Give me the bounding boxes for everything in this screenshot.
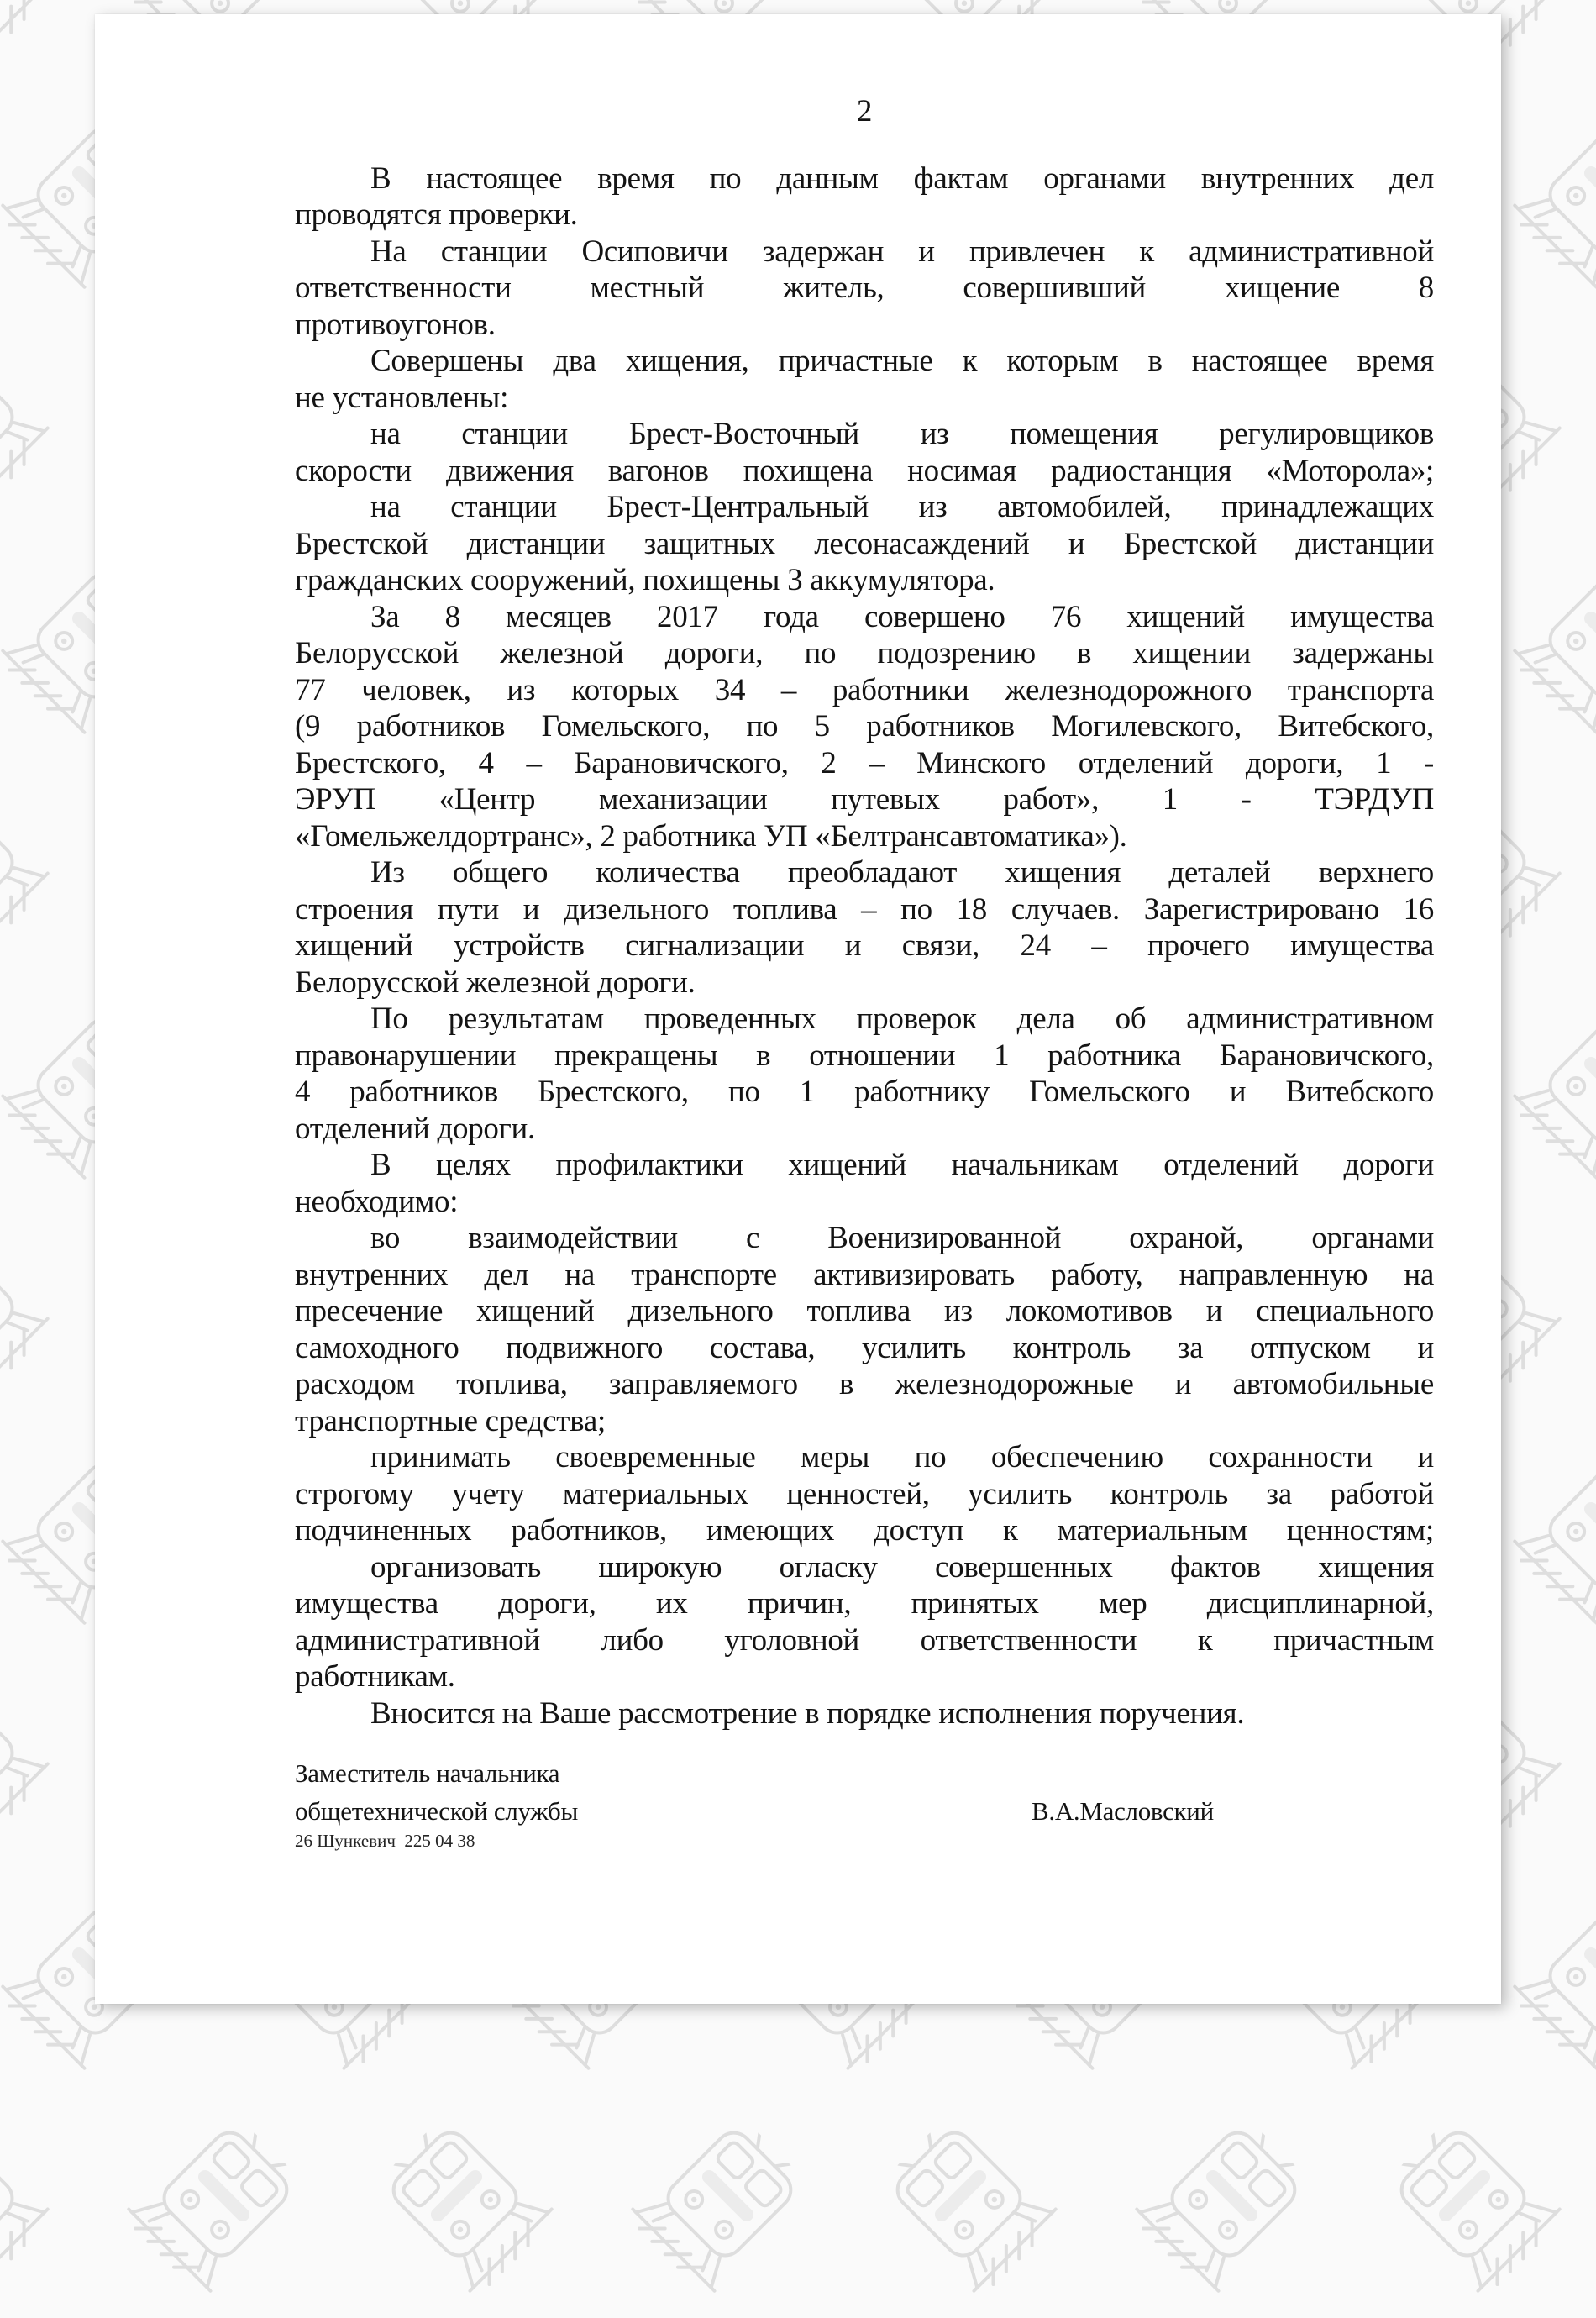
signature-block (295, 1754, 1434, 1852)
signer-name: В.А.Масловский (1032, 1796, 1214, 1826)
text-line: противоугонов. (295, 307, 496, 342)
paragraph (295, 854, 1434, 1001)
text-line: строения пути и дизельного топлива – по 18 случаев. Зарегистрировано 16 (295, 891, 1434, 927)
train-outline-icon (0, 0, 75, 92)
train-outline-icon (1488, 1425, 1596, 1651)
text-line: имущества дороги, их причин, принятых мер дисциплинарной, (295, 1586, 1434, 1621)
text-line: Белорусской железной дороги. (295, 965, 696, 1000)
paragraph (295, 416, 1434, 489)
page-number: 2 (856, 94, 873, 129)
train-outline-icon (0, 2093, 75, 2318)
executor-contact: 26 Шункевич 225 04 38 (295, 1831, 475, 1851)
text-line: принимать своевременные меры по обеспечению сохранности и (370, 1440, 1434, 1474)
paragraph (295, 234, 1434, 344)
text-line: «Гомельжелдортранс», 2 работника УП «Белтрансавтоматика»). (295, 818, 1127, 854)
text-line: гражданских сооружений, похищены 3 аккумулятора. (295, 563, 995, 597)
paragraph (295, 343, 1434, 416)
text-line: подчиненных работников, имеющих доступ к материальным ценностям; (295, 1513, 1434, 1548)
text-line: За 8 месяцев 2017 года совершено 76 хищений имущества (370, 599, 1434, 634)
train-outline-icon (1488, 534, 1596, 760)
text-line: скорости движения вагонов похищена носимая радиостанция «Моторола»; (295, 453, 1434, 488)
text-line: строгому учету материальных ценностей, усилить контроль за работой (295, 1476, 1434, 1511)
train-outline-icon (0, 757, 75, 983)
text-line: 4 работников Брестского, по 1 работнику Гомельского и Витебского (295, 1075, 1434, 1109)
train-outline-icon (1362, 2093, 1588, 2318)
document-page (95, 14, 1501, 2004)
text-line: Брестского, 4 – Барановичского, 2 – Минского отделений дороги, 1 - (295, 745, 1434, 781)
text-line: пресечение хищений дизельного топлива из локомотивов и специального (295, 1294, 1434, 1328)
train-outline-icon (0, 1648, 75, 1874)
paragraph (295, 160, 1434, 234)
paragraph (295, 1549, 1434, 1695)
train-outline-icon (1488, 89, 1596, 315)
text-line: работникам. (295, 1659, 455, 1694)
text-line: внутренних дел на транспорте активизировать работу, направленную на (295, 1257, 1434, 1292)
text-line: самоходного подвижного состава, усилить контроль за отпуском и (295, 1330, 1434, 1365)
train-outline-icon (606, 2093, 832, 2318)
text-line: расходом топлива, заправляемого в железнодорожные и автомобильные (295, 1367, 1434, 1401)
text-line: ЭРУП «Центр механизации путевых работ», 1 - ТЭРДУП (295, 782, 1434, 817)
train-outline-icon (0, 312, 75, 538)
text-line: Вносится на Ваше рассмотрение в порядке исполнения поручения. (370, 1695, 1245, 1731)
text-line: хищений устройств сигнализации и связи, 24 – прочего имущества (295, 928, 1434, 963)
text-line: на станции Брест-Восточный из помещения регулировщиков (370, 417, 1434, 451)
text-line: необходимо: (295, 1184, 459, 1219)
text-line: на станции Брест-Центральный из автомобилей, принадлежащих (370, 490, 1434, 524)
text-line: правонарушении прекращены в отношении 1 работника Барановичского, (295, 1038, 1434, 1073)
text-line: административной либо уголовной ответственности к причастным (295, 1622, 1434, 1658)
train-outline-icon (1110, 2093, 1336, 2318)
paragraph (295, 1220, 1434, 1439)
train-outline-icon (1488, 980, 1596, 1206)
paragraph (295, 1695, 1434, 1732)
text-line: (9 работников Гомельского, по 5 работников Могилевского, Витебского, (295, 709, 1434, 744)
document-content (295, 93, 1434, 1852)
text-line: Брестской дистанции защитных лесонасаждений и Брестской дистанции (295, 526, 1434, 561)
signer-position-line: Заместитель начальника (295, 1758, 560, 1788)
train-outline-icon (102, 2093, 328, 2318)
paragraph (295, 1147, 1434, 1220)
paragraph (295, 1439, 1434, 1549)
train-outline-icon (858, 2093, 1084, 2318)
text-line: Из общего количества преобладают хищения деталей верхнего (370, 855, 1434, 890)
text-line: проводятся проверки. (295, 197, 578, 232)
paragraph (295, 489, 1434, 599)
text-line: Совершены два хищения, причастные к которым в настоящее время (370, 344, 1434, 378)
text-line: отделений дороги. (295, 1111, 535, 1146)
text-line: В целях профилактики хищений начальникам отделений дороги (370, 1148, 1434, 1182)
train-outline-icon (354, 2093, 580, 2318)
text-line: 77 человек, из которых 34 – работники железнодорожного транспорта (295, 672, 1434, 707)
text-line: ответственности местный житель, совершивший хищение 8 (295, 271, 1434, 305)
text-line: транспортные средства; (295, 1403, 606, 1438)
text-line: не установлены: (295, 380, 509, 415)
paragraph (295, 599, 1434, 855)
text-line: По результатам проведенных проверок дела об административном (370, 1001, 1434, 1036)
paragraph (295, 1001, 1434, 1147)
signer-position-line: общетехнической службы (295, 1796, 579, 1826)
text-line: На станции Осиповичи задержан и привлечен к административной (370, 234, 1434, 269)
text-line: во взаимодействии с Военизированной охраной, органами (370, 1221, 1434, 1255)
train-outline-icon (1488, 1870, 1596, 2096)
text-line: организовать широкую огласку совершенных фактов хищения (370, 1549, 1434, 1585)
text-line: Белорусской железной дороги, по подозрению в хищении задержаны (295, 636, 1434, 670)
train-outline-icon (0, 1202, 75, 1428)
text-line: В настоящее время по данным фактам органами внутренних дел (370, 160, 1434, 196)
